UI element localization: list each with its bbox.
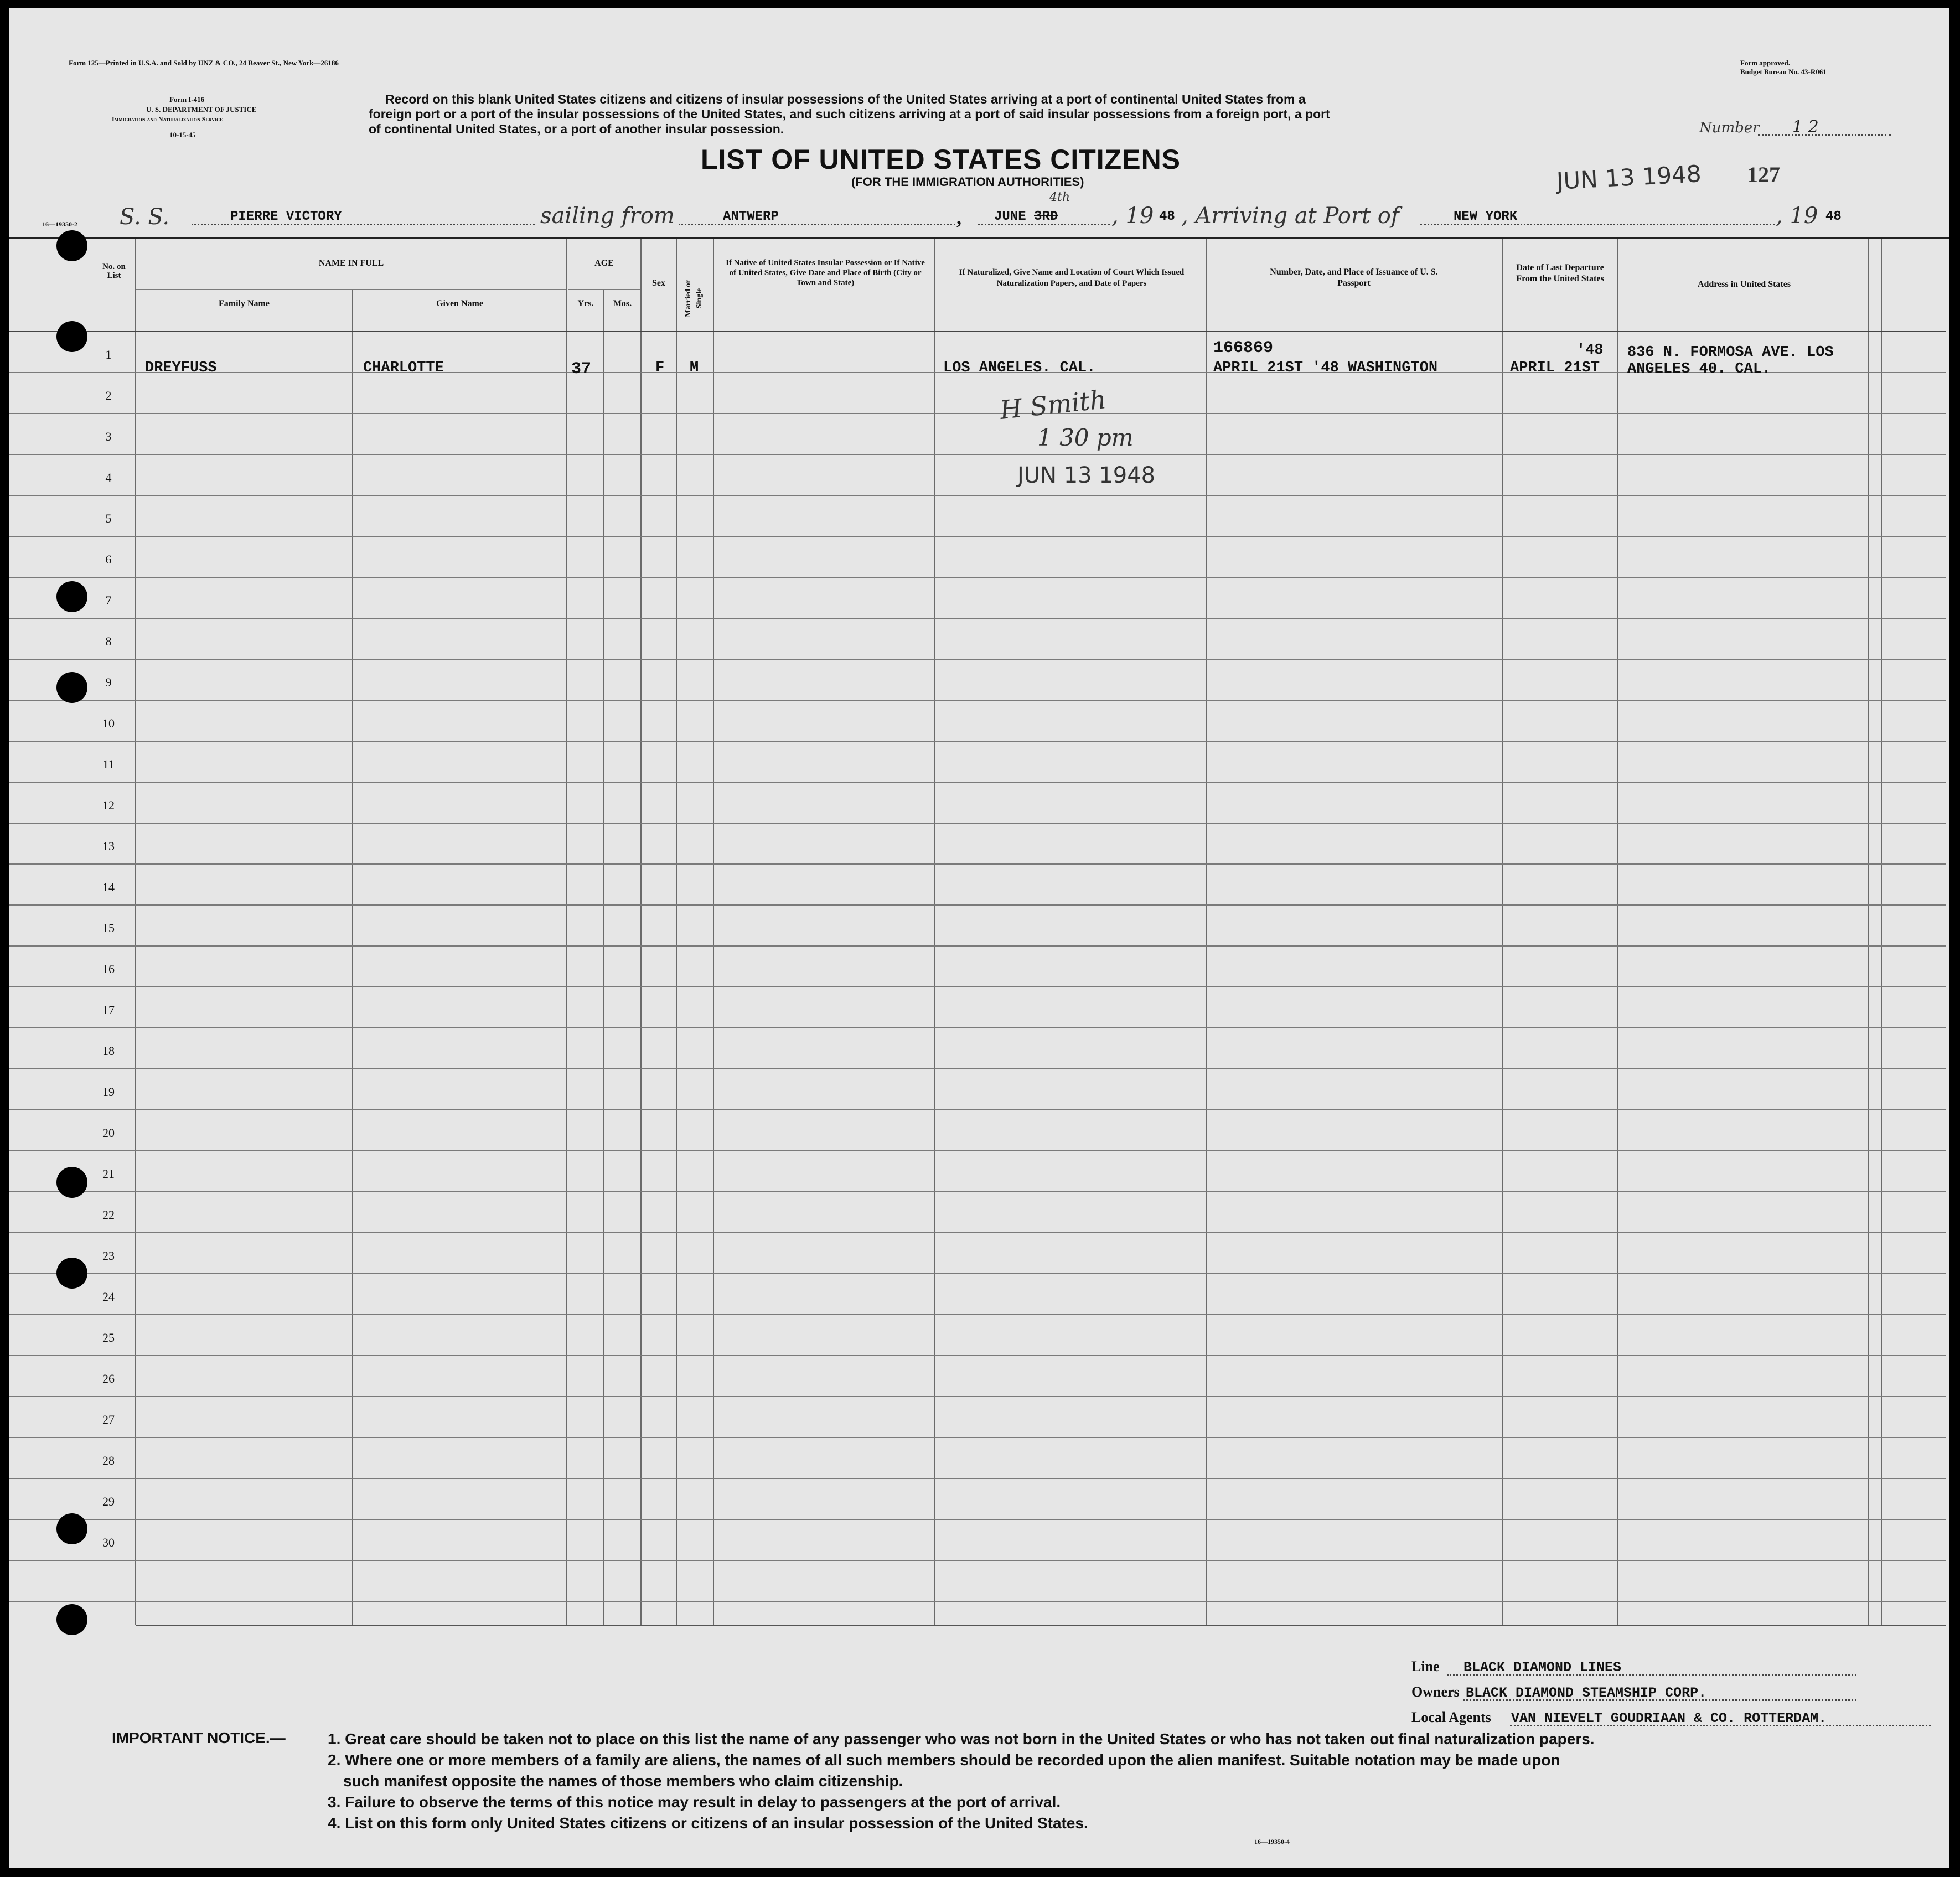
header-mos: Mos.: [613, 299, 632, 308]
punch-hole: [56, 1167, 87, 1198]
row1-address-line2: ANGELES 40. CAL.: [1627, 361, 1771, 378]
row-rule: [9, 1396, 1946, 1397]
bottom-code: 16—19350-4: [1254, 1838, 1290, 1845]
manifest-page: Form 125—Printed in U.S.A. and Sold by UNZ & CO., 24 Beaver St., New York—26186 Form I-416 U. S. DEPARTMENT OF JUSTICE Immigration and Naturalization Service 10-15-45 Form approved. Budget Bureau No. 43-R061 Record on this blank United States citizens and citizens of insular possessions of the United States arriving at a port of continental United States from a foreign port or a port of the insular possessions of the United States, and such citizens arriving at a port of said insular possessions from a foreign port, a port of continental United States, or a port of another insular possession. Number 1 2 LIST OF UNITED STATES CITIZENS (FOR THE IMMIGRATION AUTHORITIES) JUN 13 1948 127 16—19350-2 S. S. PIERRE VICTORY sailing from ANTWERP , JUNE 3RD 4th , 19 48 , Arriving at Port of NEW YORK , 19 48 No. on List NAME IN FULL Family Name Given Name AGE Yrs. Mos. Sex Married or Single If Native of United States Insular Possession or If Native of United States, Give Date and Place of Birth (City or Town and State) If Naturalized, Give Name and Location of Court Which Issued Naturalization Papers, and Date of Papers Number, Date, and Place of Issuance of U. S. Passport Date of Last Departure From the United States Address in United States 1 2 3 4 5 6 7 8 9 10 11 12 13 14 15 16 17 18 19 20 21 22 23 24 25 26 27 28 29 30 DREYFUSS CHARLOTTE 37 F M LOS ANGELES. CAL. 166869 APRIL 21ST '48 WASHINGTON '48 APRIL 21ST 836 N. FORMOSA AVE. LOS ANGELES 40. CAL. H Smith 1 30 pm JUN 13 1948 Line BLACK DIAMOND LINES Owners BLACK DIAMOND STEAMSHIP CORP. Local Agents VAN NIEVELT GOUDRIAAN & CO. ROTTERDAM. IMPORTANT NOTICE.— 1. Great care should be taken not to place on this list the name of any passenger who was not born in the United States or who has not taken out final naturalization papers. 2. Where one or more members of a family are aliens, the names of all such members should be recorded upon the alien manifest. Suitable notation may be made upon such manifest opposite the names of those members who claim citizenship. 3. Failure to observe the terms of this notice may result in delay to passengers at the port of arrival. 4. List on this form only United States citizens or citizens of an insular possession of the United States. 16—19350-4: [9, 8, 1949, 1868]
row-rule: [9, 741, 1946, 742]
date-stamp: JUN 13 1948: [1555, 160, 1702, 195]
line-value: BLACK DIAMOND LINES: [1463, 1659, 1622, 1676]
row-rule: [9, 1314, 1946, 1315]
row-rule: [9, 904, 1946, 906]
instruction-line: of continental United States, or a port of another insular possession.: [369, 122, 784, 136]
row-number: 13: [102, 839, 115, 853]
from-port: ANTWERP: [723, 209, 779, 224]
header-married: Married or Single: [684, 280, 704, 317]
arrival-year: 48: [1825, 209, 1842, 224]
budget-number: Budget Bureau No. 43-R061: [1740, 68, 1827, 76]
header-name-in-full: NAME IN FULL: [318, 258, 384, 268]
row-number: 18: [102, 1044, 115, 1058]
row-rule: [9, 413, 1946, 414]
header-yrs: Yrs.: [577, 299, 594, 308]
notice-1: 1. Great care should be taken not to place on this list the name of any passenger who was not born in the United States or who has not taken out final naturalization papers.: [328, 1730, 1595, 1747]
row1-passport-number: 166869: [1213, 339, 1274, 358]
punch-hole: [56, 1513, 87, 1544]
page-number-stamp: 127: [1747, 162, 1780, 187]
sail-date: JUNE 3RD: [994, 209, 1058, 224]
row-number: 7: [105, 593, 112, 607]
row-number: 8: [105, 634, 112, 648]
row-number: 23: [102, 1249, 115, 1263]
row-rule: [9, 1519, 1946, 1520]
row-number: 30: [102, 1535, 115, 1549]
arrival-port: NEW YORK: [1454, 209, 1518, 224]
row-number: 22: [102, 1208, 115, 1222]
row-rule: [9, 1150, 1946, 1151]
number-value: 1 2: [1792, 117, 1819, 137]
page-subtitle: (FOR THE IMMIGRATION AUTHORITIES): [851, 175, 1084, 189]
inspector-signature: H Smith: [998, 384, 1108, 425]
row-number: 24: [102, 1290, 115, 1304]
row1-passport-date-place: APRIL 21ST '48 WASHINGTON: [1213, 360, 1438, 376]
row-rule: [9, 1478, 1946, 1479]
punch-hole: [56, 230, 87, 261]
row-rule: [9, 618, 1946, 619]
row-rule: [9, 700, 1946, 701]
row1-departure: APRIL 21ST: [1510, 360, 1600, 376]
row-rule: [9, 863, 1946, 865]
row-number: 11: [102, 757, 115, 771]
row-rule: [9, 536, 1946, 537]
ship-name: PIERRE VICTORY: [230, 209, 342, 224]
approval-note: Form approved.: [1740, 59, 1791, 67]
row-rule: [9, 1601, 1946, 1602]
row1-sex: F: [655, 360, 665, 376]
agents-value: VAN NIEVELT GOUDRIAAN & CO. ROTTERDAM.: [1511, 1710, 1827, 1726]
notice-4: 4. List on this form only United States citizens or citizens of an insular possession of the United States.: [328, 1814, 1088, 1832]
row-number: 10: [102, 716, 115, 730]
row-number: 16: [102, 962, 115, 976]
number-label: Number: [1699, 120, 1760, 136]
department: U. S. DEPARTMENT OF JUSTICE: [146, 105, 257, 113]
header-sex: Sex: [652, 278, 665, 288]
row-number: 6: [105, 552, 112, 566]
row-number: 1: [105, 348, 112, 361]
row1-married: M: [690, 360, 699, 376]
row1-naturalized: LOS ANGELES. CAL.: [943, 360, 1096, 376]
header-native: If Native of United States Insular Possession or If Native of United States, Give Date and Place of Birth (City or Town and State): [726, 258, 925, 287]
sailing-label: sailing from: [540, 203, 675, 229]
punch-hole: [56, 672, 87, 703]
row-rule: [9, 1068, 1946, 1069]
row-number: 17: [102, 1003, 115, 1017]
notice-3: 3. Failure to observe the terms of this notice may result in delay to passengers at the port of arrival.: [328, 1793, 1061, 1811]
notice-title: IMPORTANT NOTICE.—: [112, 1729, 286, 1746]
inspection-date-stamp: JUN 13 1948: [1017, 463, 1156, 488]
row-number: 26: [102, 1372, 115, 1385]
punch-hole: [56, 1258, 87, 1289]
row-rule: [9, 823, 1946, 824]
notice-2-cont: such manifest opposite the names of those members who claim citizenship.: [343, 1772, 903, 1790]
row-rule: [9, 1191, 1946, 1192]
sail-year: 48: [1159, 209, 1175, 224]
row-rule: [9, 1437, 1946, 1438]
row-rule: [9, 659, 1946, 660]
row-number: 14: [102, 880, 115, 894]
header-departure: Date of Last Departure From the United States: [1516, 263, 1604, 283]
side-code: 16—19350-2: [42, 220, 77, 228]
printer-line: Form 125—Printed in U.S.A. and Sold by UNZ & CO., 24 Beaver St., New York—26186: [69, 59, 339, 67]
row-rule: [9, 782, 1946, 783]
row1-departure-year: '48: [1576, 342, 1604, 359]
row-rule: [9, 1027, 1946, 1028]
header-age: AGE: [594, 258, 614, 268]
row1-address-line1: 836 N. FORMOSA AVE. LOS: [1627, 344, 1834, 361]
row-number: 25: [102, 1331, 115, 1345]
row-rule: [9, 1560, 1946, 1561]
year-prefix: 19: [1125, 203, 1154, 229]
instruction-line: foreign port or a port of the insular possessions of the United States, and such citizens arriving at a port of said insular possessions from a foreign port, a port: [369, 107, 1330, 121]
ss-label: S. S.: [120, 204, 170, 230]
row-number: 9: [105, 675, 112, 689]
row-rule: [9, 495, 1946, 496]
inspection-time: 1 30 pm: [1037, 424, 1134, 451]
service: Immigration and Naturalization Service: [112, 115, 223, 123]
form-date: 10-15-45: [169, 131, 196, 139]
row-number: 3: [105, 430, 112, 443]
row1-age-years: 37: [571, 360, 592, 379]
header-no-on-list: No. on List: [102, 262, 126, 280]
header-rule: [9, 331, 1946, 332]
row-rule: [9, 1273, 1946, 1274]
row1-given-name: CHARLOTTE: [363, 360, 444, 376]
row-number: 5: [105, 511, 112, 525]
page-title: LIST OF UNITED STATES CITIZENS: [701, 144, 1181, 175]
row-rule: [9, 1355, 1946, 1356]
row-rule: [9, 1232, 1946, 1233]
instruction-line: Record on this blank United States citizens and citizens of insular possessions of the United States arriving at a port of continental United States from a: [385, 92, 1306, 106]
punch-hole: [56, 581, 87, 612]
row-number: 20: [102, 1126, 115, 1140]
row-rule: [9, 945, 1946, 947]
arriving-label: , Arriving at Port of: [1181, 203, 1399, 229]
row-number: 21: [102, 1167, 115, 1181]
owners-value: BLACK DIAMOND STEAMSHIP CORP.: [1466, 1685, 1707, 1701]
line-label: Line: [1411, 1658, 1440, 1674]
row-rule: [9, 1109, 1946, 1110]
row-number: 12: [102, 798, 115, 812]
notice-2: 2. Where one or more members of a family are aliens, the names of all such members should be recorded upon the alien manifest. Suitable notation may be made upon: [328, 1751, 1560, 1769]
punch-hole: [56, 1604, 87, 1635]
header-naturalized: If Naturalized, Give Name and Location of Court Which Issued Naturalization Papers, and Date of Papers: [959, 268, 1185, 288]
header-address: Address in United States: [1697, 280, 1791, 289]
owners-label: Owners: [1411, 1684, 1460, 1700]
date-correction: 4th: [1049, 190, 1070, 204]
row-number: 19: [102, 1085, 115, 1099]
agents-label: Local Agents: [1411, 1709, 1491, 1725]
row1-family-name: DREYFUSS: [145, 360, 217, 376]
row-rule: [9, 986, 1946, 987]
row-number: 15: [102, 921, 115, 935]
row-number: 29: [102, 1495, 115, 1508]
form-id: Form I-416: [169, 95, 205, 104]
row-rule: [9, 454, 1946, 455]
header-given-name: Given Name: [436, 299, 483, 308]
header-family-name: Family Name: [219, 299, 270, 308]
row-number: 4: [105, 470, 112, 484]
row-number: 2: [105, 389, 112, 402]
instructions: [369, 92, 1330, 137]
punch-hole: [56, 321, 87, 352]
row-rule: [9, 577, 1946, 578]
row-number: 28: [102, 1454, 115, 1467]
row-number: 27: [102, 1413, 115, 1426]
header-passport: Number, Date, and Place of Issuance of U. S. Passport: [1270, 267, 1438, 288]
